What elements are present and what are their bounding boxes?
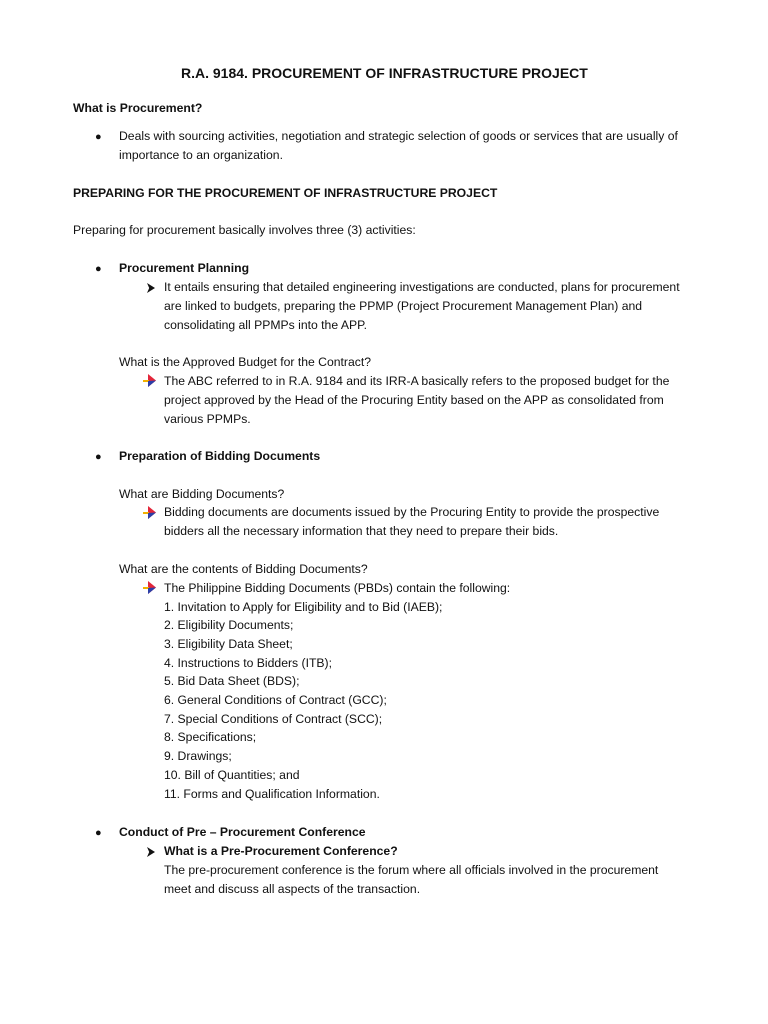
preparing-intro: Preparing for procurement basically involves three (3) activities: <box>73 223 416 237</box>
preparing-heading: PREPARING FOR THE PROCUREMENT OF INFRASTRUCTURE PROJECT <box>73 186 498 200</box>
bidding-documents-label: Preparation of Bidding Documents <box>119 449 321 463</box>
planning-line-3: consolidating all PPMPs into the APP. <box>164 318 368 332</box>
bullet-dot: ● <box>95 131 102 143</box>
contents-item: 2. Eligibility Documents; <box>164 618 294 632</box>
bidding-answer-line-2: bidders all the necessary information that they need to prepare their bids. <box>164 524 559 538</box>
abc-question: What is the Approved Budget for the Contract? <box>119 355 372 369</box>
definition-line-1: Deals with sourcing activities, negotiation and strategic selection of goods or services that are usually of <box>119 129 678 143</box>
planning-line-1: It entails ensuring that detailed engineering investigations are conducted, plans for procurement <box>164 280 680 294</box>
contents-item: 6. General Conditions of Contract (GCC); <box>164 693 387 707</box>
conference-answer-line-2: meet and discuss all aspects of the transaction. <box>164 882 421 896</box>
definition-line-2: importance to an organization. <box>119 148 283 162</box>
bidding-answer-line-1: Bidding documents are documents issued by the Procuring Entity to provide the prospective <box>164 505 660 519</box>
arrow-bullet-icon <box>146 846 156 858</box>
conference-answer-line-1: The pre-procurement conference is the forum where all officials involved in the procurement <box>164 863 659 877</box>
contents-item: 10. Bill of Quantities; and <box>164 768 300 782</box>
page-title: R.A. 9184. PROCUREMENT OF INFRASTRUCTURE PROJECT <box>181 65 588 81</box>
colored-arrow-bullet-icon <box>143 374 156 387</box>
bullet-dot: ● <box>95 827 102 839</box>
what-is-procurement-heading: What is Procurement? <box>73 101 203 115</box>
planning-line-2: are linked to budgets, preparing the PPMP (Project Procurement Management Plan) and <box>164 299 643 313</box>
abc-line-2: project approved by the Head of the Procuring Entity based on the APP as consolidated from <box>164 393 664 407</box>
colored-arrow-bullet-icon <box>143 581 156 594</box>
colored-arrow-bullet-icon <box>143 506 156 519</box>
conference-label: Conduct of Pre – Procurement Conference <box>119 825 366 839</box>
bullet-dot: ● <box>95 263 102 275</box>
contents-item: 7. Special Conditions of Contract (SCC); <box>164 712 383 726</box>
abc-line-3: various PPMPs. <box>164 412 251 426</box>
contents-item: 11. Forms and Qualification Information. <box>164 787 380 801</box>
abc-line-1: The ABC referred to in R.A. 9184 and its IRR-A basically refers to the proposed budget for the <box>164 374 670 388</box>
contents-item: 4. Instructions to Bidders (ITB); <box>164 656 332 670</box>
bidding-question-1: What are Bidding Documents? <box>119 487 285 501</box>
arrow-bullet-icon <box>146 282 156 294</box>
contents-item: 9. Drawings; <box>164 749 232 763</box>
contents-item: 1. Invitation to Apply for Eligibility and to Bid (IAEB); <box>164 600 443 614</box>
procurement-planning-label: Procurement Planning <box>119 261 250 275</box>
conference-question: What is a Pre-Procurement Conference? <box>164 844 398 858</box>
bullet-dot: ● <box>95 451 102 463</box>
bidding-question-2: What are the contents of Bidding Documents? <box>119 562 368 576</box>
contents-item: 8. Specifications; <box>164 730 257 744</box>
pbd-intro: The Philippine Bidding Documents (PBDs) contain the following: <box>164 581 511 595</box>
contents-item: 3. Eligibility Data Sheet; <box>164 637 293 651</box>
contents-item: 5. Bid Data Sheet (BDS); <box>164 674 300 688</box>
